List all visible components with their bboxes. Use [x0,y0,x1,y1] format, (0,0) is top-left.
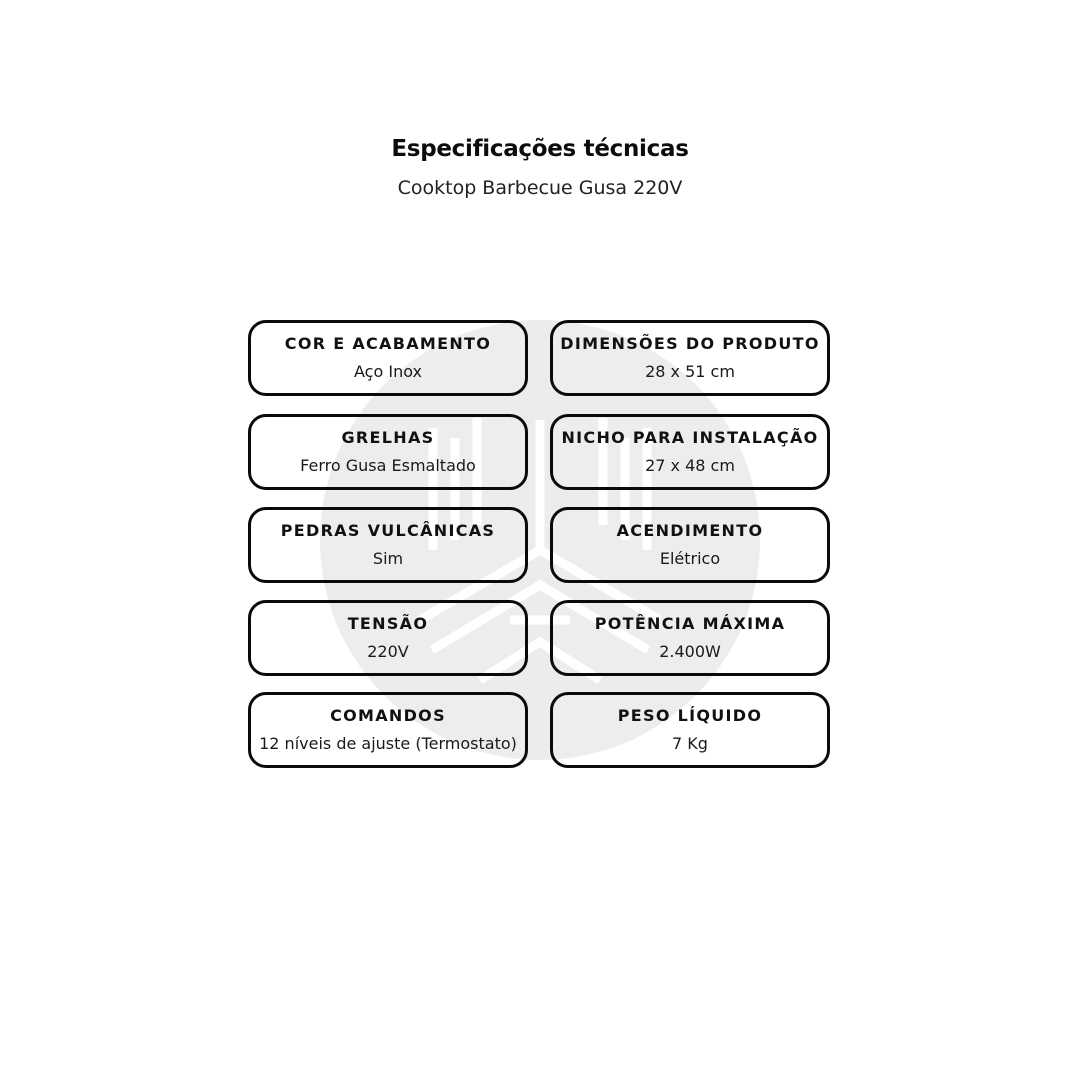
spec-card-grills [248,414,528,490]
page-subtitle: Cooktop Barbecue Gusa 220V [397,177,683,199]
spec-card-product-dimensions [550,320,830,396]
spec-label: GRELHAS [341,428,435,447]
spec-value: 7 Kg [672,734,708,753]
spec-value: 12 níveis de ajuste (Termostato) [259,734,517,753]
spec-card-volcanic-stones [248,507,528,583]
spec-label: COR E ACABAMENTO [284,334,492,353]
page-title: Especificações técnicas [391,136,689,162]
spec-label: PESO LÍQUIDO [617,706,763,725]
spec-label: TENSÃO [347,614,429,633]
spec-label: DIMENSÕES DO PRODUTO [560,334,820,353]
spec-value: Sim [372,549,404,568]
spec-value: Aço Inox [354,362,422,381]
spec-card-installation-niche [550,414,830,490]
spec-card-ignition [550,507,830,583]
spec-label: ACENDIMENTO [616,521,764,540]
spec-label: PEDRAS VULCÂNICAS [280,521,496,540]
spec-label: NICHO PARA INSTALAÇÃO [561,428,819,447]
spec-card-controls [248,692,528,768]
spec-label: POTÊNCIA MÁXIMA [594,614,786,633]
spec-value: 27 x 48 cm [645,456,735,475]
spec-card-color-finish [248,320,528,396]
spec-card-max-power [550,600,830,676]
spec-label: COMANDOS [330,706,446,725]
spec-value: 220V [367,642,409,661]
spec-value: 2.400W [659,642,721,661]
spec-card-voltage [248,600,528,676]
spec-card-net-weight [550,692,830,768]
spec-value: Ferro Gusa Esmaltado [300,456,476,475]
spec-value: 28 x 51 cm [645,362,735,381]
spec-value: Elétrico [659,549,721,568]
